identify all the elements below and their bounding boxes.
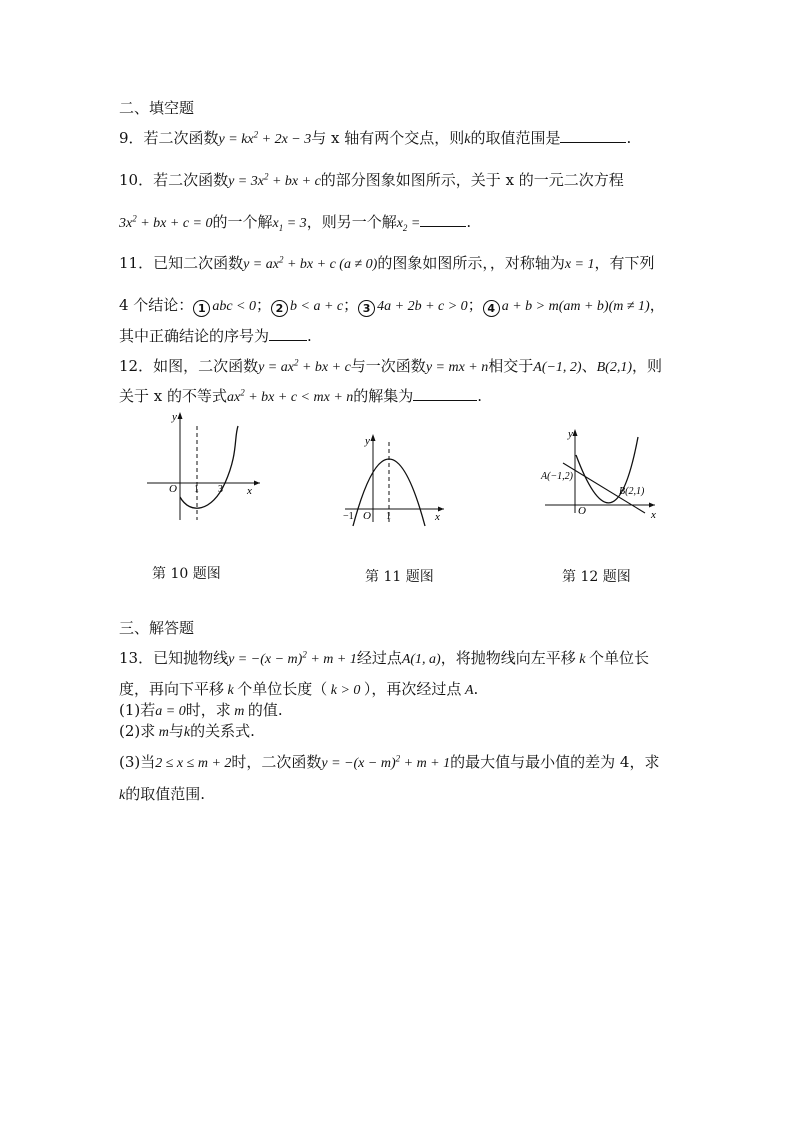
figure-11-graph <box>340 430 448 530</box>
point-b-label: B(2,1) <box>619 486 645 497</box>
question-13-line-2: 度，再向下平移 k 个单位长度（ k > 0 ），再次经过点 A. <box>119 680 479 698</box>
question-13-part-3-line-2: k的取值范围. <box>119 785 205 803</box>
origin-label: O <box>363 510 371 522</box>
answer-blank <box>420 212 466 227</box>
y-axis-arrow <box>371 434 376 441</box>
tick-label-neg1: −1 <box>343 511 354 522</box>
origin-label: O <box>169 483 177 495</box>
point-a-label: A(−1,2) <box>541 471 574 482</box>
figure-10-graph <box>142 408 264 528</box>
question-13-part-2: (2)求 m与k的关系式. <box>119 722 255 740</box>
question-12: 12．如图，二次函数$y = ax^2$ + bx + c与一次函数y = mx + n相交于A(−1, 2)、B(2,1)，则 <box>119 357 663 375</box>
x-axis-label: x <box>651 509 656 520</box>
question-10-line-2: $3x^2$ + bx + c = 0的一个解$x_1 = 3$，则另一个解$x_2$ = . <box>119 213 472 233</box>
figure-10-caption: 第 10 题图 <box>152 566 221 582</box>
circled-number-2: 2 <box>271 300 288 317</box>
figure-12-caption: 第 12 题图 <box>562 569 631 585</box>
answer-blank <box>269 326 307 341</box>
question-13: 13．已知抛物线$y = -(x - m)^2 + m + 1$经过点A(1, a)，将抛物线向左平移 k 个单位长 <box>119 649 649 667</box>
formula: $y = kx^2 + 2x - 3$ <box>218 129 312 147</box>
y-axis-arrow <box>573 429 578 436</box>
section-3-title <box>119 618 194 638</box>
y-axis-label: y <box>568 428 573 440</box>
y-axis-arrow <box>178 412 183 419</box>
figure-11-caption: 第 11 题图 <box>365 569 434 585</box>
section-2-title <box>119 98 194 118</box>
y-axis-label: y <box>172 411 177 423</box>
x-axis-label: x <box>247 485 252 497</box>
section-2-title-text: 二、填空题 <box>119 99 195 117</box>
question-11: 11．已知二次函数$y = ax^2$ + bx + c (a ≠ 0)的图象如图所示，，对称轴为x = 1，有下列 <box>119 254 655 272</box>
tick-label-3: 3 <box>218 484 223 495</box>
tick-label-1: 1 <box>194 484 199 495</box>
origin-label: O <box>578 505 586 517</box>
x-axis-arrow <box>254 481 260 486</box>
figure-12-graph <box>535 425 667 520</box>
question-11-line-2: 4 个结论： 1 abc < 0； 2 b < a + c； 3 4a + 2b + c > 0； 4 a + b > m(am + b)(m ≠ 1)， <box>119 296 665 315</box>
answer-blank <box>413 386 477 401</box>
parabola-curve <box>180 426 238 508</box>
x-axis-arrow <box>649 503 655 508</box>
question-12-line-2: 关于 x 的不等式$ax^2$ + bx + c < mx + n的解集为 . <box>119 387 483 405</box>
question-9: 9．若二次函数$y = kx^2 + 2x - 3$与 x 轴有两个交点，则k的取值范围是 . <box>119 129 632 147</box>
section-3-title-text: 三、解答题 <box>119 619 195 637</box>
y-axis-label: y <box>365 435 370 447</box>
question-10: 10．若二次函数$y = 3x^2$ + bx + c的部分图象如图所示，关于 x 的一元二次方程 <box>119 171 624 189</box>
tick-label-1: 1 <box>386 511 391 522</box>
question-13-part-1: (1)若a = 0时，求 m 的值. <box>119 701 283 719</box>
x-axis-label: x <box>435 511 440 523</box>
answer-blank <box>560 128 626 143</box>
question-11-line-3: 其中正确结论的序号为 . <box>119 327 312 345</box>
circled-number-3: 3 <box>358 300 375 317</box>
question-13-part-3: (3)当2 ≤ x ≤ m + 2时，二次函数$y = -(x - m)^2 + m + 1$的最大值与最小值的差为 4，求 <box>119 753 660 771</box>
circled-number-4: 4 <box>483 300 500 317</box>
circled-number-1: 1 <box>193 300 210 317</box>
